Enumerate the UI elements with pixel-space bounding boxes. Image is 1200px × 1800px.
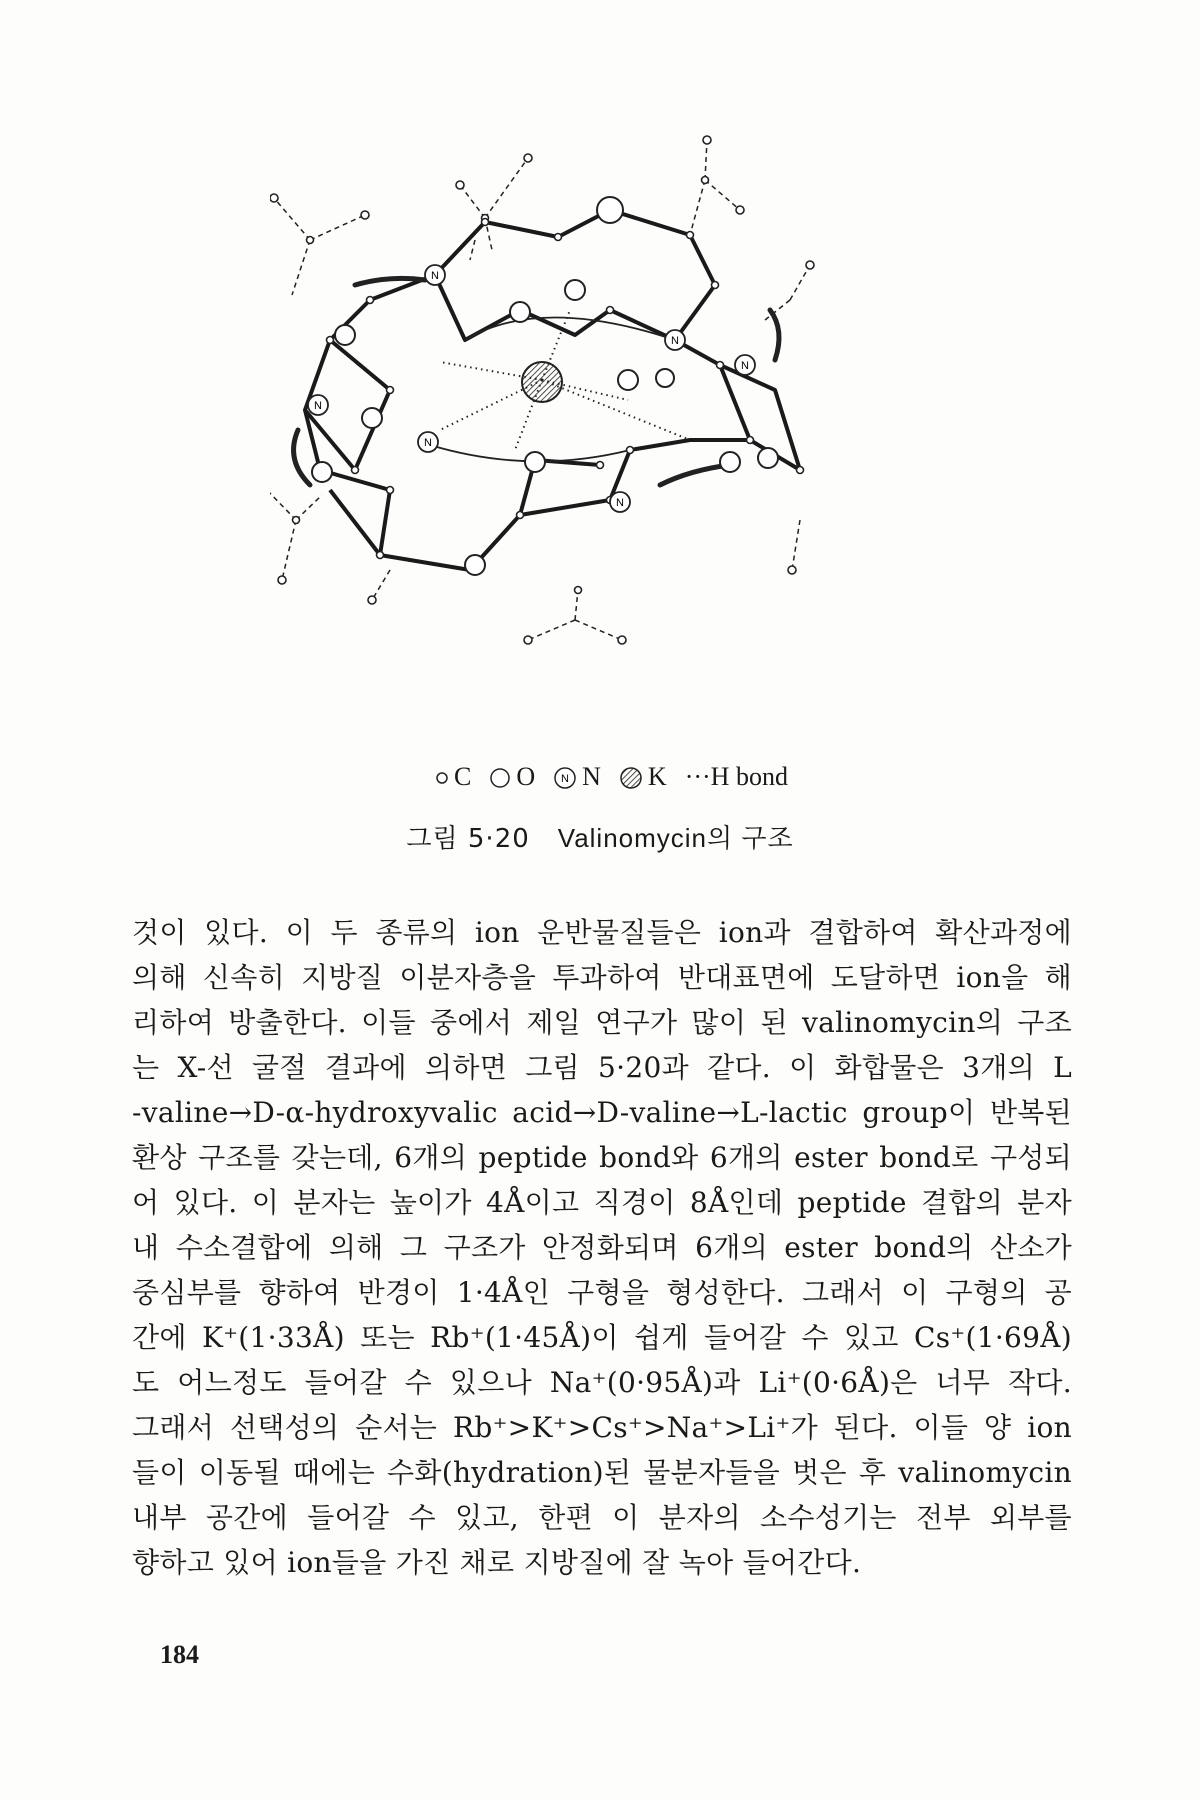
- text-line: 는 X-선 굴절 결과에 의하면 그림 5·20과 같다. 이 화합물은 3개의 L: [132, 1051, 1072, 1084]
- text-line: 어 있다. 이 분자는 높이가 4Å이고 직경이 8Å인데 peptide 결합의 분자: [132, 1186, 1072, 1219]
- nitrogen-label: N: [431, 270, 439, 282]
- nitrogen-atom: [610, 492, 630, 512]
- figure-number: 그림 5·20: [406, 824, 530, 854]
- text-line: 리하여 방출한다. 이들 중에서 제일 연구가 많이 된 valinomycin의 구조: [132, 1006, 1072, 1039]
- text-line: 도 어느정도 들어갈 수 있으나 Na⁺(0·95Å)과 Li⁺(0·6Å)은 너무 작다.: [132, 1366, 1072, 1399]
- legend-item-potassium: [619, 762, 667, 792]
- text-line: 들이 이동될 때에는 수화(hydration)된 물분자들을 벗은 후 valinomycin: [132, 1456, 1072, 1489]
- page-number: 184: [160, 1640, 199, 1669]
- legend-label: C: [454, 762, 472, 791]
- nitrogen-atom: [665, 330, 685, 350]
- nitrogen-label: N: [616, 497, 624, 509]
- nitrogen-atom: [735, 355, 755, 375]
- legend-label: N: [582, 762, 601, 791]
- figure-title: Valinomycin의 구조: [557, 823, 794, 853]
- nitrogen-label: N: [424, 437, 432, 449]
- nitrogen-atom: [418, 432, 438, 452]
- text-line: -valine→D-α-hydroxyvalic acid→D-valine→L-lactic group이 반복된: [132, 1096, 1072, 1129]
- text-line: 간에 K⁺(1·33Å) 또는 Rb⁺(1·45Å)이 쉽게 들어갈 수 있고 Cs⁺(1·69Å): [132, 1321, 1072, 1354]
- figure-legend: [435, 762, 895, 792]
- text-line: 내 수소결합에 의해 그 구조가 안정화되며 6개의 ester bond의 산소가: [132, 1231, 1072, 1264]
- nitrogen-label: N: [314, 400, 322, 412]
- text-line: 향하고 있어 ion들을 가진 채로 지방질에 잘 녹아 들어간다.: [132, 1546, 862, 1579]
- legend-item-nitrogen: [553, 762, 601, 792]
- legend-item-carbon: [435, 762, 471, 792]
- text-line: 것이 있다. 이 두 종류의 ion 운반물질들은 ion과 결합하여 확산과정에: [132, 916, 1072, 949]
- nitrogen-label: N: [561, 773, 570, 785]
- molecule-diagram: [270, 100, 930, 740]
- nitrogen-circle-icon: [553, 765, 577, 789]
- hatched-circle-icon: [619, 765, 643, 789]
- text-line: 내부 공간에 들어갈 수 있고, 한편 이 분자의 소수성기는 전부 외부를: [132, 1501, 1072, 1534]
- legend-label: ···H bond: [684, 762, 788, 791]
- figure-caption: [0, 818, 1200, 855]
- body-paragraph: [132, 910, 1072, 1585]
- potassium-ion: [522, 362, 562, 402]
- text-line: 중심부를 향하여 반경이 1·4Å인 구형을 형성한다. 그래서 이 구형의 공: [132, 1276, 1072, 1309]
- legend-label: O: [516, 762, 536, 791]
- nitrogen-atom: [308, 395, 328, 415]
- legend-label: K: [647, 762, 667, 791]
- valinomycin-structure-figure: [270, 100, 930, 740]
- legend-item-oxygen: [489, 762, 535, 792]
- legend-item-hbond: [685, 762, 788, 792]
- text-line: 그래서 선택성의 순서는 Rb⁺>K⁺>Cs⁺>Na⁺>Li⁺가 된다. 이들 양 ion: [132, 1411, 1072, 1444]
- nitrogen-label: N: [671, 335, 679, 347]
- text-line: 의해 신속히 지방질 이분자층을 투과하여 반대표면에 도달하면 ion을 해: [132, 961, 1072, 994]
- nitrogen-atom: [425, 265, 445, 285]
- small-circle-icon: [435, 770, 449, 784]
- nitrogen-label: N: [741, 360, 749, 372]
- large-circle-icon: [489, 766, 511, 788]
- text-line: 환상 구조를 갖는데, 6개의 peptide bond와 6개의 ester bond로 구성되: [132, 1141, 1072, 1174]
